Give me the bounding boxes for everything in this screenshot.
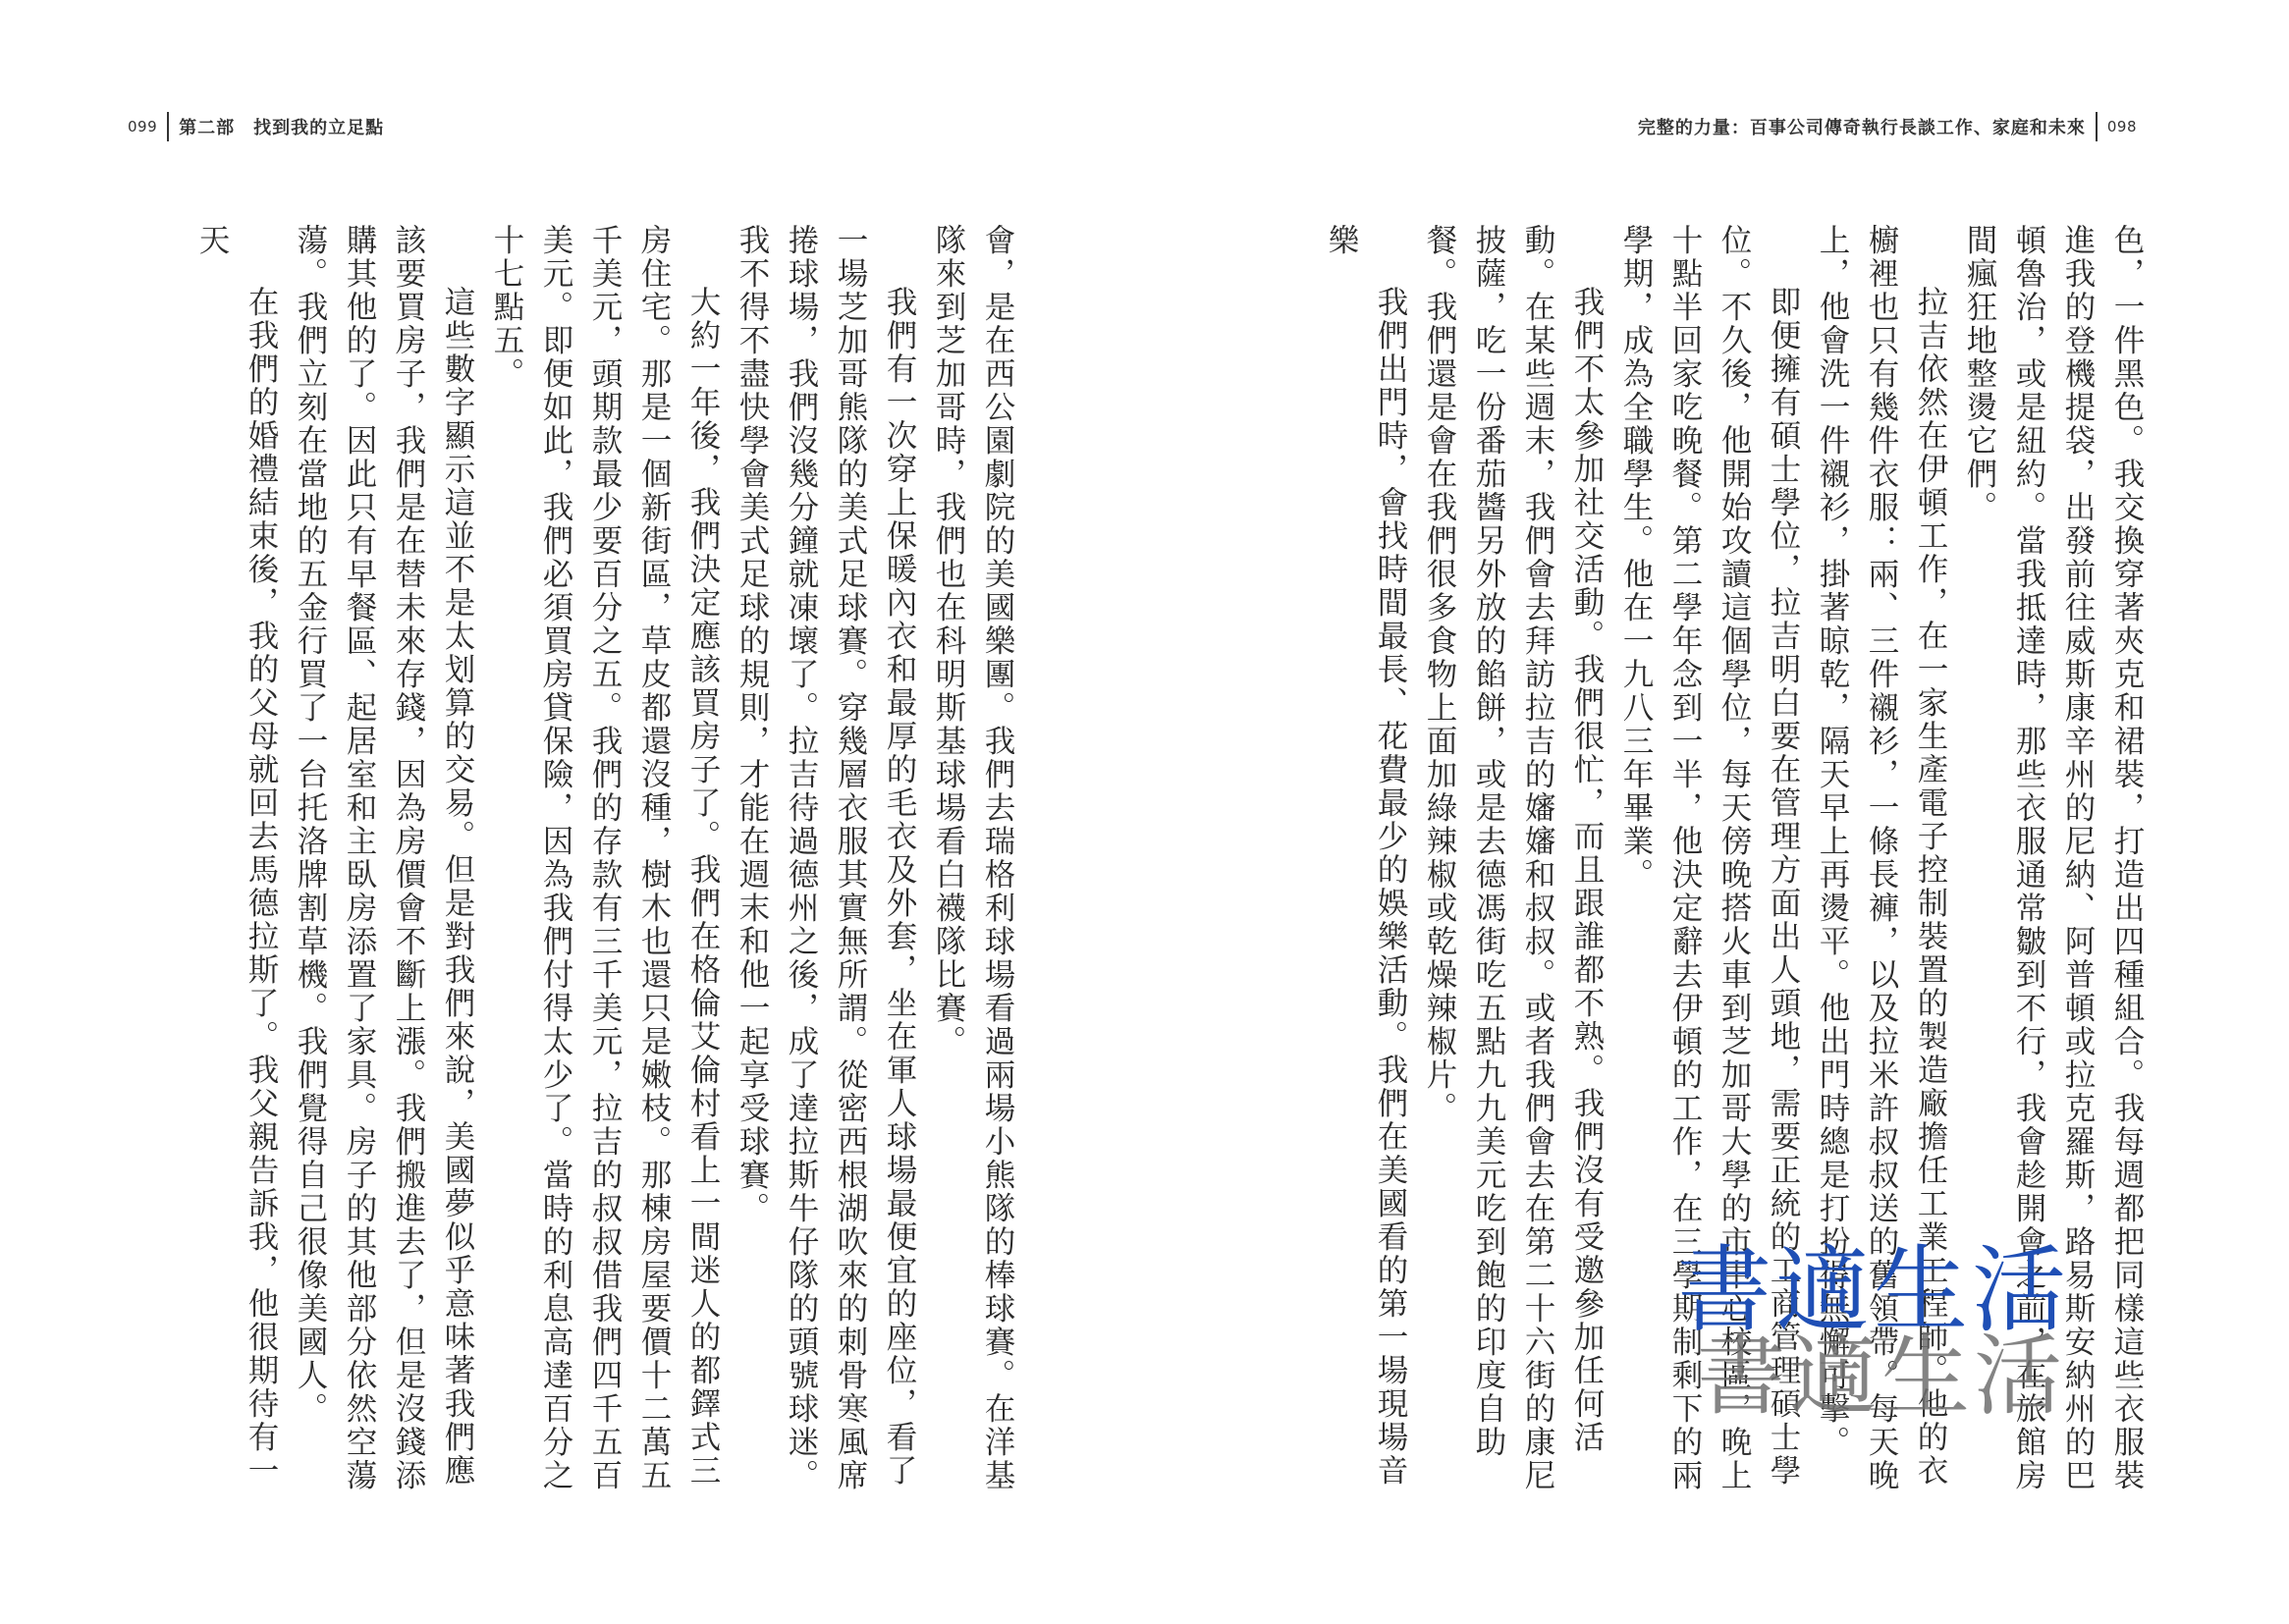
left-page-body <box>40 224 1022 1510</box>
paragraph: 會，是在西公園劇院的美國樂團。我們去瑞格利球場看過兩場小熊隊的棒球賽。在洋基隊來到芝加哥時，我們也在科明斯基球場看白襪隊比賽。 <box>931 224 1015 1492</box>
right-header-title: 完整的力量：百事公司傳奇執行長談工作、家庭和未來 <box>1637 118 2086 138</box>
paragraph: 這些數字顯示這並不是太划算的交易。但是對我們來說，美國夢似乎意味著我們應該要買房子，我們是在替未來存錢，因為房價會不斷上漲。我們搬進去了，但是沒錢添購其他的了。因此只有早餐區、起居室和主臥房添置了家具。房子的其他部分依然空蕩蕩。我們立刻在當地的五金行買了一台托洛牌割草機。我們覺得自己很像美國人。 <box>293 224 475 1492</box>
header-divider <box>2096 112 2098 141</box>
paragraph: 我們有一次穿上保暖內衣和最厚的毛衣及外套，坐在軍人球場最便宜的座位，看了一場芝加哥熊隊的美式足球賽。穿幾層衣服其實無所謂。從密西根湖吹來的刺骨寒風席捲球場，我們沒幾分鐘就凍壞了。拉吉待過德州之後，成了達拉斯牛仔隊的頭號球迷。我不得不盡快學會美式足球的規則，才能在週末和他一起享受球賽。 <box>735 224 917 1492</box>
paragraph: 大約一年後，我們決定應該買房子了。我們在格倫艾倫村看上一間迷人的都鐸式三房住宅。那是一個新街區，草皮都還沒種，樹木也還只是嫩枝。那棟房屋要價十二萬五千美元，頭期款最少要百分之五。我們的存款有三千美元，拉吉的叔叔借我們四千五百美元。即便如此，我們必須買房貸保險，因為我們付得太少了。當時的利息高達百分之十七點五。 <box>489 224 721 1492</box>
right-running-header <box>1127 110 2289 143</box>
left-page-number: 099 <box>128 118 158 135</box>
header-divider <box>167 112 169 141</box>
paragraph: 在我們的婚禮結束後，我的父母就回去馬德拉斯了。我父親告訴我，他很期待有一天 <box>194 224 279 1488</box>
right-page-number: 098 <box>2106 118 2137 135</box>
paragraph: 拉吉依然在伊頓工作，在一家生產電子控制裝置的製造廠擔任工業工程師。他的衣櫥裡也只有幾件衣服：兩、三件襯衫，一條長褲，以及拉米許叔叔送的舊領帶。每天晚上，他會洗一件襯衫，掛著晾乾，隔天早上再燙平。他出門時總是打扮得無懈可擊。 <box>1815 224 1948 1492</box>
watermark-secondary: 書適生活 <box>1697 1325 2066 1428</box>
paragraph: 我們出門時，會找時間最長、花費最少的娛樂活動。我們在美國看的第一場現場音樂 <box>1324 224 1408 1488</box>
left-running-header <box>128 110 384 143</box>
watermark-primary: 書適生活 <box>1677 1235 2070 1345</box>
paragraph: 即便擁有碩士學位，拉吉明白要在管理方面出人頭地，需要正統的工商管理碩士學位。不久後，他開始攻讀這個學位，每天傍晚搭火車到芝加哥大學的市中心校區，晚上十點半回家吃晚餐。第二學年念到一半，他決定辭去伊頓的工作，在三學期制剩下的兩學期，成為全職學生。他在一九八三年畢業。 <box>1618 224 1801 1492</box>
left-header-title: 第二部 找到我的立足點 <box>179 118 385 138</box>
paragraph: 我們不太參加社交活動。我們很忙，而且跟誰都不熟。我們沒有受邀參加任何活動。在某些週末，我們會去拜訪拉吉的嬸嬸和叔叔。或者我們會去在第二十六街的康尼披薩，吃一份番茄醬另外放的餡餅，或是去德馮街吃五點九九美元吃到飽的印度自助餐。我們還是會在我們很多食物上面加綠辣椒或乾燥辣椒片。 <box>1422 224 1605 1492</box>
paragraph: 色，一件黑色。我交換穿著夾克和裙裝，打造出四種組合。我每週都把同樣這些衣服裝進我的登機提袋，出發前往威斯康辛州的尼納、阿普頓或拉克羅斯，路易斯安納州的巴頓魯治，或是紐約。當我抵達時，那些衣服通常皺到不行，我會趁開會之前，在旅館房間瘋狂地整燙它們。 <box>1962 224 2145 1492</box>
